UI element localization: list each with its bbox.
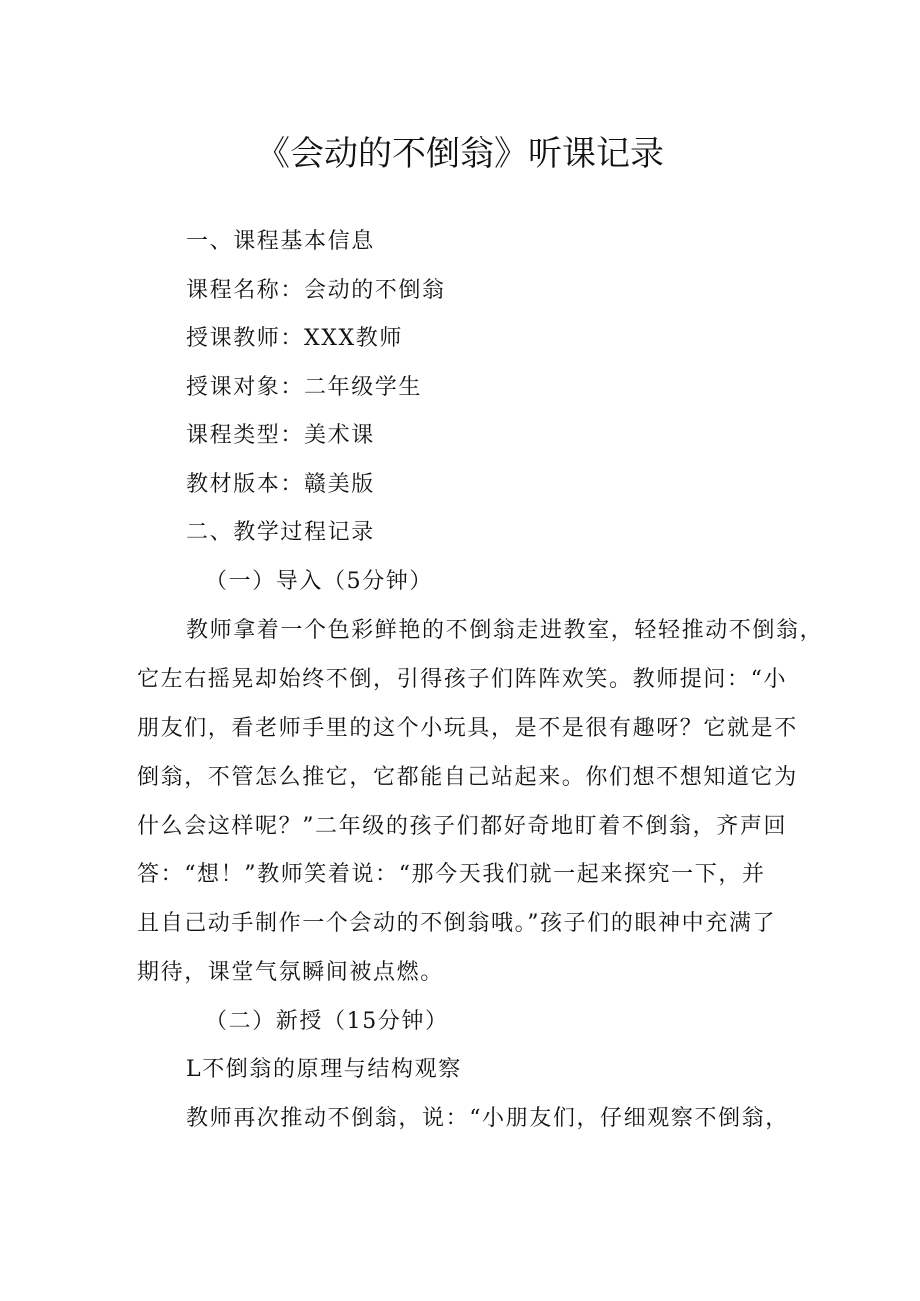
paragraph-line: 教师再次推动不倒翁，说：“小朋友们，仔细观察不倒翁，: [186, 1106, 789, 1131]
course-textbook: 教材版本：赣美版: [186, 472, 375, 497]
paragraph-line: 教师拿着一个色彩鲜艳的不倒翁走进教室，轻轻推动不倒翁，: [186, 618, 824, 643]
paragraph-line: 倒翁，不管怎么推它，它都能自己站起来。你们想不想知道它为: [137, 765, 798, 790]
section-heading-teaching-process: 二、教学过程记录: [186, 520, 375, 545]
sub-item-heading: L不倒翁的原理与结构观察: [186, 1057, 462, 1082]
paragraph-line: 期待，课堂气氛瞬间被点燃。: [137, 960, 444, 985]
subsection-heading-intro: （一）导入（5分钟）: [205, 569, 433, 594]
subsection-heading-new-lesson: （二）新授（15分钟）: [205, 1009, 449, 1034]
course-teacher: 授课教师：XXX教师: [186, 326, 403, 351]
document-title: 《会动的不倒翁》听课记录: [256, 134, 664, 174]
paragraph-line: 答：“想！”教师笑着说：“那今天我们就一起来探究一下，并: [137, 862, 766, 887]
course-name: 课程名称：会动的不倒翁: [186, 278, 446, 303]
course-audience: 授课对象：二年级学生: [186, 375, 423, 400]
course-type: 课程类型：美术课: [186, 423, 375, 448]
paragraph-line: 朋友们，看老师手里的这个小玩具，是不是很有趣呀？它就是不: [137, 716, 798, 741]
paragraph-line: 它左右摇晃却始终不倒，引得孩子们阵阵欢笑。教师提问：“小: [137, 667, 788, 692]
paragraph-line: 且自己动手制作一个会动的不倒翁哦。”孩子们的眼神中充满了: [137, 911, 777, 936]
paragraph-line: 什么会这样呢？”二年级的孩子们都好奇地盯着不倒翁，齐声回: [137, 814, 788, 839]
section-heading-basic-info: 一、课程基本信息: [186, 229, 375, 254]
